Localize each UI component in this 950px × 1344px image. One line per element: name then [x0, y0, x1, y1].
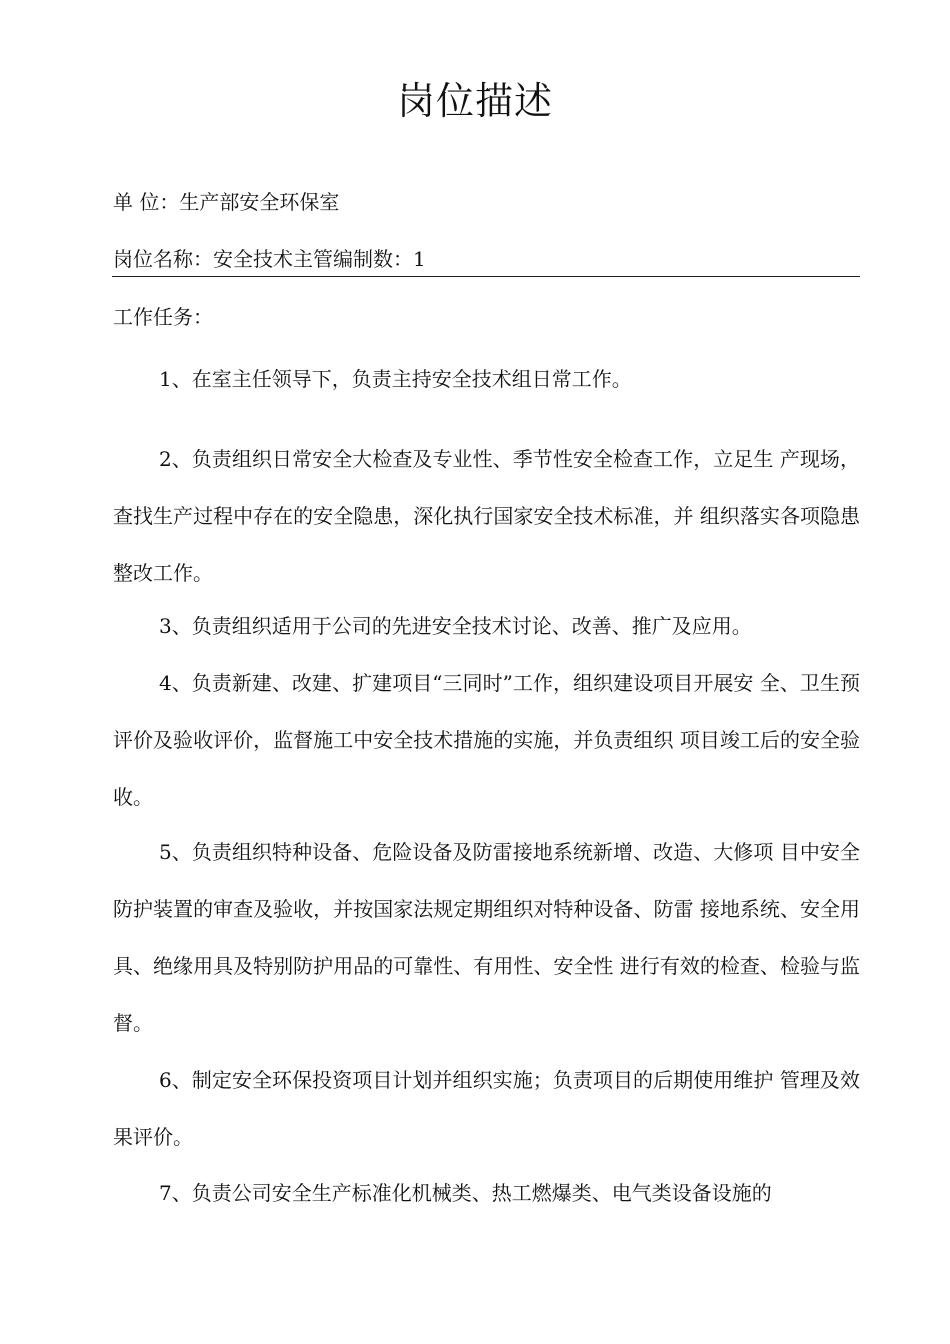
unit-line: 单 位：生产部安全环保室 — [113, 190, 340, 214]
task-item: 1、在室主任领导下，负责主持安全技术组日常工作。 — [159, 367, 632, 391]
task-item: 5、负责组织特种设备、危险设备及防雷接地系统新增、改造、大修项 目中安全防护装置的审查及验收，并按国家法规定期组织对特种设备、防雷 接地系统、安全用具、绝缘用具及特别防护用品的可靠性、有用性、安全性 进行有效的检查、检验与监督。 — [113, 840, 860, 1035]
task-item: 3、负责组织适用于公司的先进安全技术讨论、改善、推广及应用。 — [159, 614, 752, 638]
header-divider — [112, 276, 860, 277]
task-item: 2、负责组织日常安全大检查及专业性、季节性安全检查工作，立足生 产现场，查找生产过程中存在的安全隐患，深化执行国家安全技术标准，并 组织落实各项隐患整改工作。 — [113, 447, 860, 585]
tasks-heading: 工作任务： — [113, 305, 213, 329]
document-title: 岗位描述 — [396, 79, 553, 123]
task-item: 7、负责公司安全生产标准化机械类、热工燃爆类、电气类设备设施的 — [159, 1181, 772, 1205]
position-line: 岗位名称：安全技术主管编制数：1 — [113, 247, 426, 271]
task-item: 4、负责新建、改建、扩建项目“三同时”工作，组织建设项目开展安 全、卫生预评价及验收评价，监督施工中安全技术措施的实施，并负责组织 项目竣工后的安全验收。 — [113, 671, 860, 809]
task-item: 6、制定安全环保投资项目计划并组织实施；负责项目的后期使用维护 管理及效果评价。 — [113, 1068, 860, 1149]
